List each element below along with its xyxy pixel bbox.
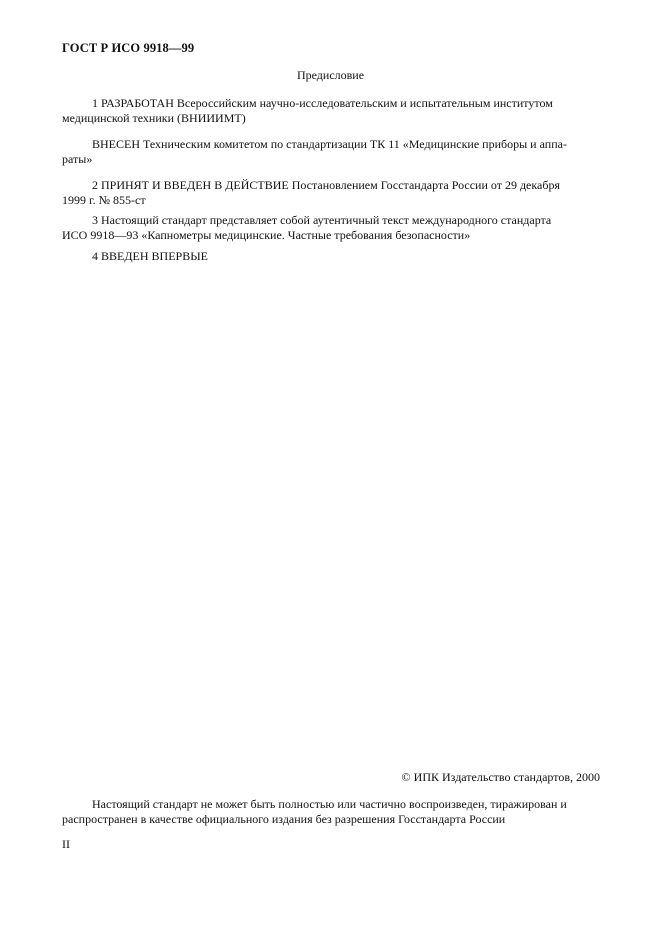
paragraph-line: ИСО 9918—93 «Капнометры медицинские. Частные требования безопасности» xyxy=(62,228,471,242)
paragraph-line: 4 ВВЕДЕН ВПЕРВЫЕ xyxy=(92,249,208,263)
section-title: Предисловие xyxy=(296,68,365,82)
paragraph-line: 1 РАЗРАБОТАН Всероссийским научно-исследовательским и испытательным институтом xyxy=(92,96,553,110)
page-number: II xyxy=(62,837,70,851)
paragraph-line: раты» xyxy=(62,152,93,166)
paragraph-developed xyxy=(62,96,600,126)
notice-line: распространен в качестве официального издания без разрешения Госстандарта России xyxy=(62,812,506,826)
paragraph-adopted xyxy=(62,178,600,208)
paragraph-authentic-text xyxy=(62,213,600,243)
reproduction-notice xyxy=(62,797,600,827)
notice-line: Настоящий стандарт не может быть полностью или частично воспроизведен, тиражирован и xyxy=(92,797,567,811)
paragraph-line: ВНЕСЕН Техническим комитетом по стандартизации ТК 11 «Медицинские приборы и аппа- xyxy=(92,137,567,151)
paragraph-line: медицинской техники (ВНИИИМТ) xyxy=(62,111,246,125)
paragraph-line: 1999 г. № 855-ст xyxy=(62,193,146,207)
paragraph-line: 2 ПРИНЯТ И ВВЕДЕН В ДЕЙСТВИЕ Постановлением Госстандарта России от 29 декабря xyxy=(92,178,560,192)
paragraph-first-introduced xyxy=(62,249,600,264)
paragraph-line: 3 Настоящий стандарт представляет собой аутентичный текст международного стандарта xyxy=(92,213,552,227)
document-number: ГОСТ Р ИСО 9918—99 xyxy=(62,41,195,55)
copyright-line: © ИПК Издательство стандартов, 2000 xyxy=(401,770,600,784)
paragraph-introduced xyxy=(62,137,600,167)
